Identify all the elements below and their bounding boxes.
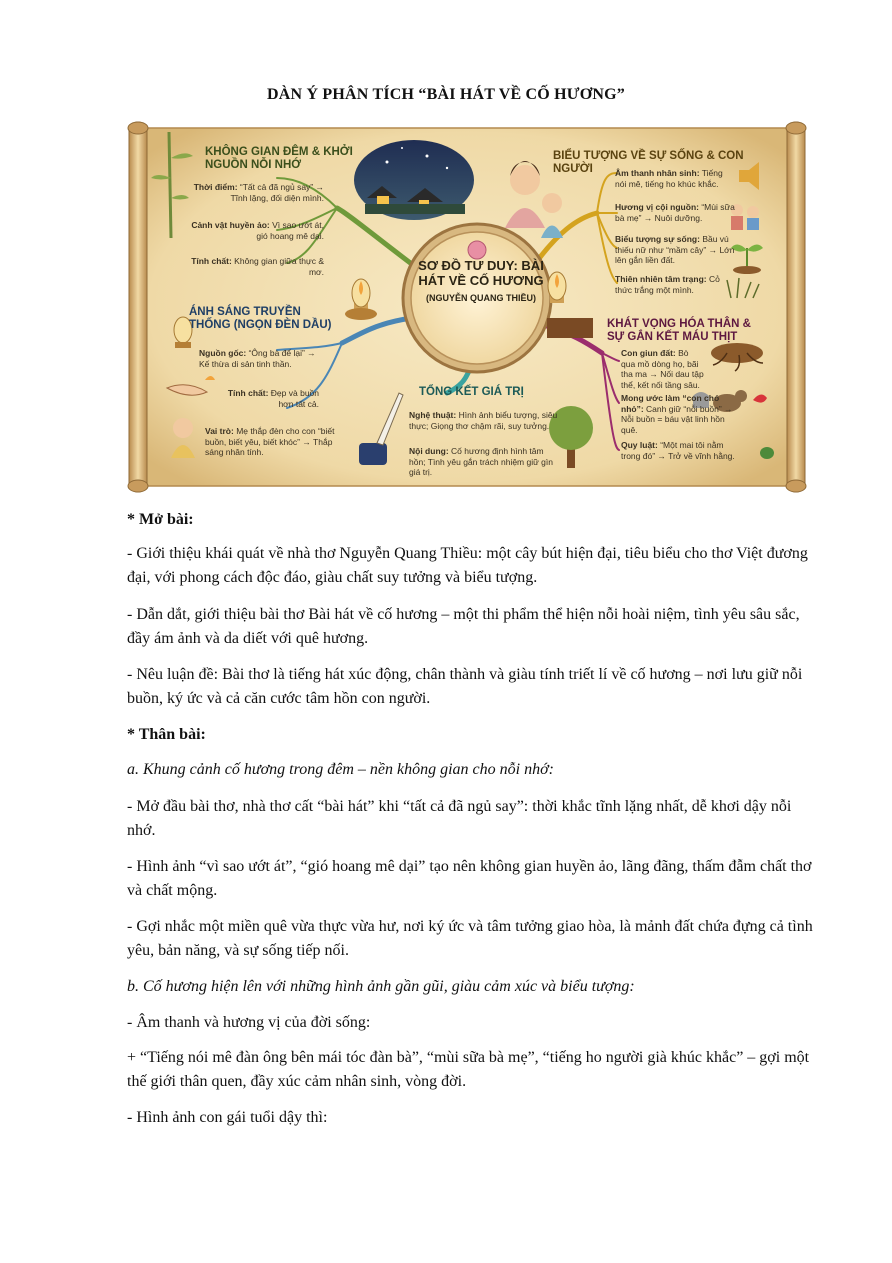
mo-bai-point: - Giới thiệu khái quát về nhà thơ Nguyễn Quang Thiều: một cây bút hiện đại, tiêu biểu cho thơ Việt đương đại, với phong cách độc đáo, giàu chất suy tưởng và biểu tượng. bbox=[127, 545, 808, 586]
heading-than-bai: * Thân bài: bbox=[127, 726, 206, 743]
bird-icon bbox=[760, 447, 774, 459]
section-b-point: - Hình ảnh con gái tuổi dậy thì: bbox=[127, 1109, 328, 1126]
branch3-item: Nội dung: Cố hương định hình tâm hồn; Tình yêu gắn trách nhiệm giữ gìn giá trị. bbox=[409, 446, 553, 477]
section-a-point: - Gợi nhắc một miền quê vừa thực vừa hư, nơi ký ức và tâm tưởng giao hòa, là mảnh đất chứa đựng cả tình yêu, bản năng, và sự sống tiếp nối. bbox=[127, 918, 813, 959]
branch3-item: Nghệ thuật: Hình ảnh biểu tượng, siêu thực; Giọng thơ chậm rãi, suy tưởng. bbox=[409, 410, 558, 431]
mindmap-illustration bbox=[127, 118, 807, 496]
branch-heading-life-symbols: BIỂU TƯỢNG VỀ SỰ SỐNG & CON NGƯỜI bbox=[553, 150, 744, 175]
mindmap-center-title: SƠ ĐỒ TƯ DUY: BÀI HÁT VỀ CỐ HƯƠNG bbox=[418, 258, 544, 288]
branch-heading-transformation: KHÁT VỌNG HÓA THÂN & SỰ GẮN KẾT MÁU THỊT bbox=[607, 318, 751, 343]
mindmap-center bbox=[413, 258, 549, 303]
branch2-item: Nguồn gốc: “Ông bà để lại” → Kế thừa di sản tinh thần. bbox=[199, 348, 316, 369]
mo-bai-point: - Nêu luận đề: Bài thơ là tiếng hát xúc động, chân thành và giàu tính triết lí về cố hương – nơi lưu giữ nỗi buồn, ký ức và cả căn cước tâm hồn con người. bbox=[127, 666, 803, 707]
night-village-icon bbox=[354, 140, 474, 220]
branch-heading-night-space: KHÔNG GIAN ĐÊM & KHỞI NGUỒN NỖI NHỚ bbox=[205, 146, 353, 171]
section-a-point: - Mở đầu bài thơ, nhà thơ cất “bài hát” khi “tất cả đã ngủ say”: thời khắc tĩnh lặng nhất, dễ khơi dậy nỗi nhớ. bbox=[127, 798, 792, 839]
branch-heading-summary: TỔNG KẾT GIÁ TRỊ bbox=[419, 386, 524, 398]
branch1-item: Thời điểm: “Tất cả đã ngủ say” → Tĩnh lặng, đối diện mình. bbox=[193, 182, 324, 203]
branch5-item: Mong ước làm “con chó nhỏ”: Canh giữ “nỗi buồn” → Nỗi buồn = báu vật linh hồn quê. bbox=[621, 393, 733, 435]
document-title: DÀN Ý PHÂN TÍCH “BÀI HÁT VỀ CỐ HƯƠNG” bbox=[267, 86, 625, 103]
branch5-item: Con giun đất: Bò qua mồ dòng họ, bãi tha ma → Nối dau tập thể, kết nối tầng sâu. bbox=[621, 348, 704, 390]
branch2-item: Vai trò: Mẹ thắp đèn cho con “biết buồn, biết yêu, biết khóc” → Thắp sáng nhân tính. bbox=[205, 426, 335, 457]
heading-mo-bai: * Mở bài: bbox=[127, 511, 194, 528]
branch4-item: Âm thanh nhân sinh: Tiếng nói mê, tiếng ho khúc khắc. bbox=[615, 168, 723, 189]
branch1-item: Cảnh vật huyền ảo: Vì sao ướt át, gió hoang mê dại. bbox=[191, 220, 324, 241]
branch4-item: Thiên nhiên tâm trạng: Cỏ thức trắng một mình. bbox=[615, 274, 720, 295]
mo-bai-point: - Dẫn dắt, giới thiệu bài thơ Bài hát về cố hương – một thi phẩm thể hiện nỗi hoài niệm, tình yêu sâu sắc, đầy ám ảnh và da diết với quê hương. bbox=[127, 606, 800, 647]
section-b-heading: b. Cố hương hiện lên với những hình ảnh gần gũi, giàu cảm xúc và biểu tượng: bbox=[127, 978, 635, 995]
mindmap-center-author: (NGUYỄN QUANG THIỀU) bbox=[426, 293, 536, 303]
section-b-point: + “Tiếng nói mê đàn ông bên mái tóc đàn bà”, “mùi sữa bà mẹ”, “tiếng ho người già khúc khắc” – gợi một thế giới thân quen, đầy xúc cảm nhân sinh, vòng đời. bbox=[127, 1049, 810, 1090]
branch-heading-traditional-light: ÁNH SÁNG TRUYỀN THỐNG (NGỌN ĐÈN DẦU) bbox=[189, 306, 332, 331]
brain-icon bbox=[468, 241, 486, 259]
branch4-item: Biểu tượng sự sống: Bầu vú thiếu nữ như “mầm cây” → Lớn lên gắn liền đất. bbox=[615, 234, 735, 265]
section-a-point: - Hình ảnh “vì sao ướt át”, “gió hoang mê dại” tạo nên không gian huyền ảo, lãng đãng, thấm đẫm chất thơ và chất mộng. bbox=[127, 858, 812, 899]
section-b-point: - Âm thanh và hương vị của đời sống: bbox=[127, 1014, 371, 1031]
branch5-item: Quy luật: “Một mai tôi nằm trong đó” → Trở về vĩnh hằng. bbox=[621, 440, 735, 461]
branch4-item: Hương vị cội nguồn: “Mùi sữa bà mẹ” → Nuôi dưỡng. bbox=[615, 202, 735, 223]
section-a-heading: a. Khung cảnh cố hương trong đêm – nền không gian cho nỗi nhớ: bbox=[127, 761, 554, 778]
branch1-item: Tính chất: Không gian giữa thực & mơ. bbox=[191, 256, 324, 277]
branch2-item: Tính chất: Đẹp và buồn hơn tất cả. bbox=[227, 388, 319, 409]
